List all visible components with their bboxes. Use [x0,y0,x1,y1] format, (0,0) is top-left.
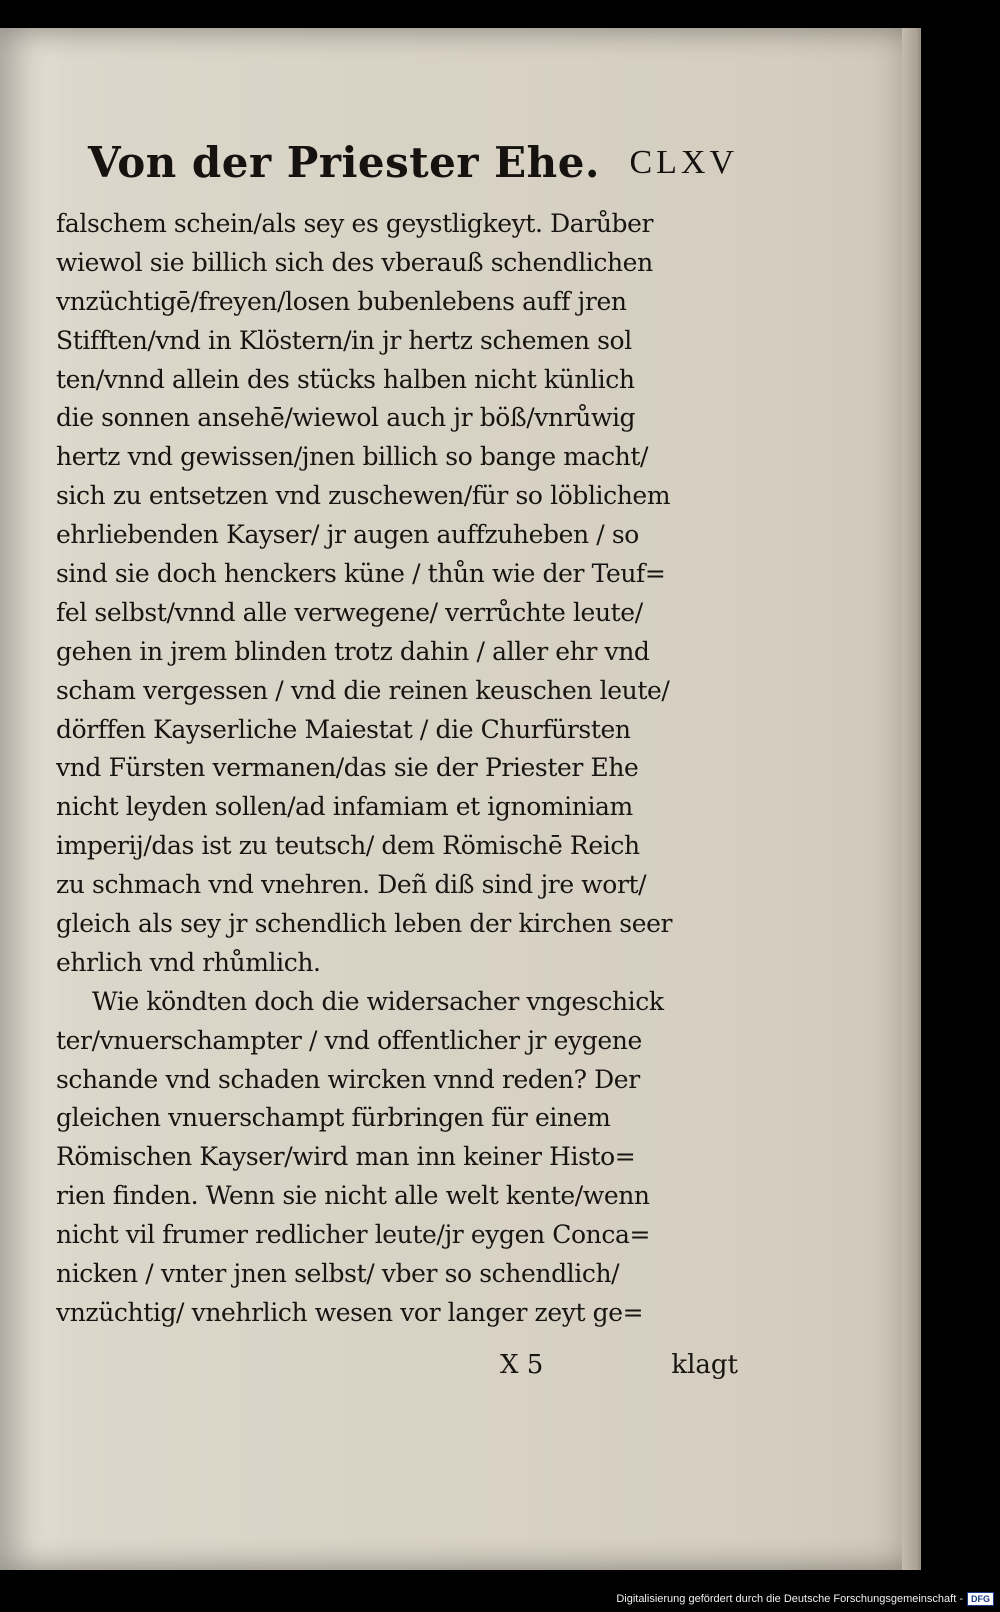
dfg-logo-icon: DFG [967,1592,994,1606]
signature-mark: X 5 [500,1350,544,1380]
text-line: ter/vnuerschampter / vnd offentlicher jr eygene [56,1025,642,1055]
text-line: gleichen vnuerschampt fürbringen für einem [56,1103,611,1133]
digitization-credit [616,1592,994,1606]
text-line: gleich als sey jr schendlich leben der kirchen seer [56,909,673,939]
text-line: Wie köndten doch die widersacher vngeschick [92,986,664,1016]
text-line: Stifften/vnd in Klöstern/in jr hertz schemen sol [56,325,632,355]
text-line: imperij/das ist zu teutsch/ dem Römischē Reich [56,831,640,861]
text-line: vnd Fürsten vermanen/das sie der Priester Ehe [56,753,639,783]
text-line: Römischen Kayser/wird man inn keiner Histo= [56,1142,636,1172]
text-line: sich zu entsetzen vnd zuschewen/für so löblichem [56,481,671,511]
text-line: nicht vil frumer redlicher leute/jr eygen Conca= [56,1220,650,1250]
text-line: gehen in jrem blinden trotz dahin / aller ehr vnd [56,636,650,666]
text-line: hertz vnd gewissen/jnen billich so bange macht/ [56,442,649,472]
credit-text: Digitalisierung gefördert durch die Deutsche Forschungsgemeinschaft - [616,1593,963,1605]
text-line: dörffen Kayserliche Maiestat / die Churfürsten [56,714,631,744]
text-line: ten/vnnd allein des stücks halben nicht künlich [56,364,635,394]
page-footer [500,1350,738,1390]
text-line: zu schmach vnd vnehren. Deñ diß sind jre wort/ [56,870,647,900]
text-block [56,205,736,1333]
text-line: vnzüchtigē/freyen/losen bubenlebens auff jren [56,286,627,316]
text-line: sind sie doch henckers küne / thůn wie der Teuf= [56,559,666,589]
text-line: schande vnd schaden wircken vnnd reden? Der [56,1064,640,1094]
running-title: Von der Priester Ehe. [88,138,601,187]
text-line: scham vergessen / vnd die reinen keuschen leute/ [56,675,670,705]
folio-number: CLXV [629,144,738,181]
text-line: wiewol sie billich sich des vberauß schendlichen [56,247,653,277]
text-line: rien finden. Wenn sie nicht alle welt kente/wenn [56,1181,650,1211]
text-line: nicken / vnter jnen selbst/ vber so schendlich/ [56,1259,620,1289]
text-line: nicht leyden sollen/ad infamiam et ignominiam [56,792,633,822]
text-line: ehrlich vnd rhůmlich. [56,947,321,977]
text-line: falschem schein/als sey es geystligkeyt. Darůber [56,209,654,238]
text-line: fel selbst/vnnd alle verwegene/ verrůchte leute/ [56,597,643,627]
catchword: klagt [671,1350,738,1380]
running-head [88,138,738,200]
text-line: ehrliebenden Kayser/ jr augen auffzuheben / so [56,520,639,550]
text-line: die sonnen ansehē/wiewol auch jr böß/vnrůwig [56,403,636,433]
page-edge [902,28,918,1570]
text-line: vnzüchtig/ vnehrlich wesen vor langer zeyt ge= [56,1297,644,1327]
